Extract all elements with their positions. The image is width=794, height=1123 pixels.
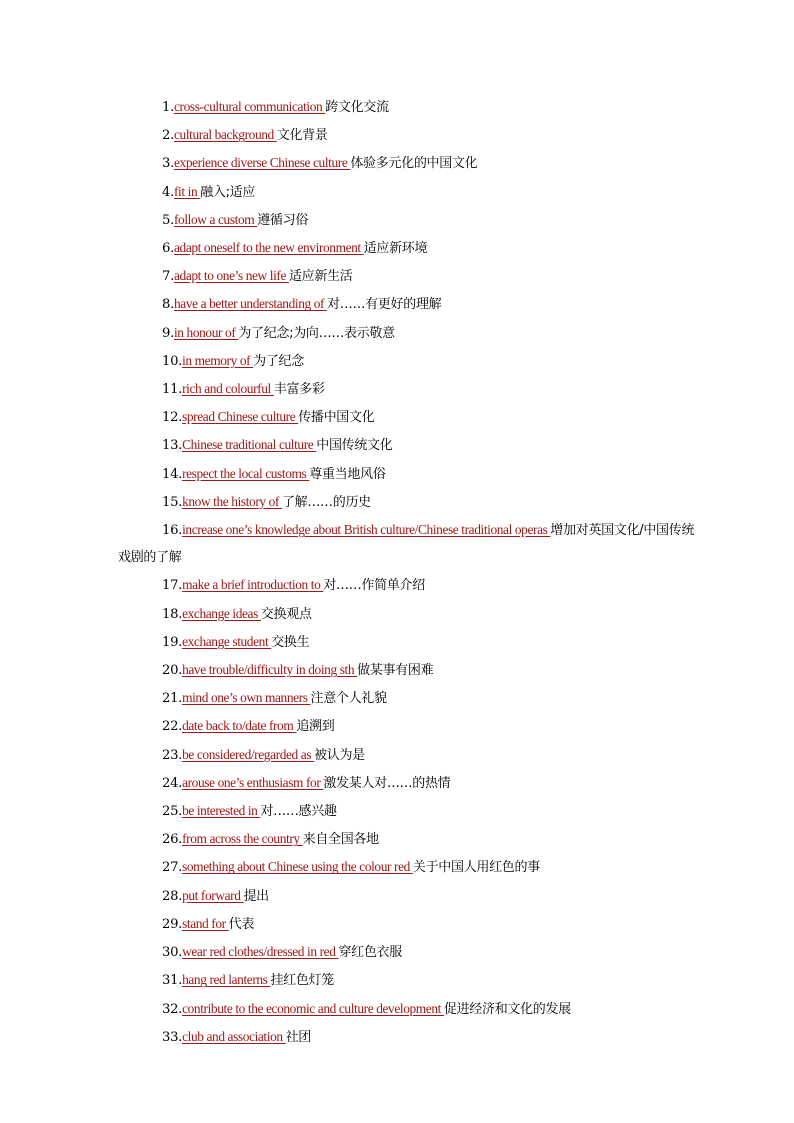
chinese-meaning: 增加对英国文化/中国传统戏剧的了解 <box>118 523 695 566</box>
chinese-meaning: 遵循习俗 <box>257 212 309 228</box>
chinese-meaning: 丰富多彩 <box>273 382 325 398</box>
item-number: 3. <box>162 156 174 172</box>
phrase-list <box>118 93 698 1051</box>
item-number: 6. <box>162 241 174 257</box>
chinese-meaning: 交换观点 <box>260 606 312 622</box>
english-phrase: cross-cultural communication <box>173 99 326 114</box>
list-item <box>118 375 698 403</box>
english-phrase: have trouble/difficulty in doing sth <box>182 662 358 678</box>
list-item <box>118 853 698 881</box>
item-number: 4. <box>162 184 174 200</box>
chinese-meaning: 追溯到 <box>296 719 335 735</box>
english-phrase: stand for <box>182 915 229 931</box>
english-phrase: club and association <box>182 1028 286 1044</box>
list-item <box>118 347 698 375</box>
item-number: 32. <box>162 1001 183 1017</box>
item-number: 28. <box>162 888 183 904</box>
chinese-meaning: 挂红色灯笼 <box>270 973 334 989</box>
chinese-meaning: 中国传统文化 <box>316 438 393 454</box>
chinese-meaning: 尊重当地风俗 <box>309 466 386 482</box>
item-number: 17. <box>162 578 183 594</box>
chinese-meaning: 做某事有困难 <box>357 663 434 679</box>
list-item <box>118 516 698 571</box>
english-phrase: something about Chinese using the colour red <box>182 859 413 875</box>
list-item <box>118 712 698 740</box>
english-phrase: exchange ideas <box>182 605 261 621</box>
english-phrase: cultural background <box>173 127 277 143</box>
english-phrase: experience diverse Chinese culture <box>173 155 351 171</box>
item-number: 33. <box>162 1029 183 1045</box>
list-item <box>118 121 698 149</box>
list-item <box>118 290 698 318</box>
list-item <box>118 431 698 459</box>
chinese-meaning: 适应新环境 <box>363 241 428 257</box>
chinese-meaning: 代表 <box>228 916 255 932</box>
item-number: 16. <box>162 523 183 539</box>
item-number: 7. <box>162 269 174 285</box>
english-phrase: be considered/regarded as <box>182 746 315 762</box>
english-phrase: follow a custom <box>173 211 258 227</box>
chinese-meaning: 被认为是 <box>314 747 365 763</box>
english-phrase: be interested in <box>182 803 261 819</box>
english-phrase: spread Chinese culture <box>182 409 299 425</box>
chinese-meaning: 了解……的历史 <box>281 494 371 510</box>
english-phrase: increase one’s knowledge about British culture/Chinese traditional operas <box>182 522 551 538</box>
english-phrase: hang red lanterns <box>182 972 271 988</box>
list-item <box>118 262 698 290</box>
chinese-meaning: 对……感兴趣 <box>260 804 337 820</box>
list-item <box>118 628 698 656</box>
chinese-meaning: 为了纪念;为向……表示敬意 <box>238 325 395 341</box>
item-number: 26. <box>162 832 183 848</box>
item-number: 20. <box>162 663 183 679</box>
item-number: 1. <box>162 100 174 115</box>
english-phrase: mind one’s own manners <box>182 690 311 706</box>
english-phrase: know the history of <box>182 493 282 509</box>
item-number: 13. <box>162 438 183 454</box>
chinese-meaning: 促进经济和文化的发展 <box>443 1001 571 1017</box>
list-item <box>118 178 698 206</box>
chinese-meaning: 激发某人对……的热情 <box>323 775 451 791</box>
list-item <box>118 910 698 938</box>
english-phrase: Chinese traditional culture <box>182 437 317 453</box>
item-number: 23. <box>162 747 183 763</box>
chinese-meaning: 跨文化交流 <box>325 100 389 115</box>
list-item <box>118 995 698 1023</box>
list-item <box>118 882 698 910</box>
chinese-meaning: 穿红色衣服 <box>338 945 402 961</box>
list-item <box>118 825 698 853</box>
item-number: 24. <box>162 775 183 791</box>
item-number: 15. <box>162 494 183 510</box>
english-phrase: in honour of <box>173 324 239 340</box>
english-phrase: fit in <box>173 183 201 199</box>
chinese-meaning: 传播中国文化 <box>298 410 375 426</box>
chinese-meaning: 适应新生活 <box>288 269 353 285</box>
list-item <box>118 206 698 234</box>
list-item <box>118 319 698 347</box>
list-item <box>118 684 698 712</box>
chinese-meaning: 文化背景 <box>276 128 328 144</box>
chinese-meaning: 体验多元化的中国文化 <box>350 156 478 172</box>
item-number: 29. <box>162 916 183 932</box>
item-number: 31. <box>162 973 183 989</box>
item-number: 18. <box>162 606 183 622</box>
chinese-meaning: 关于中国人用红色的事 <box>412 860 540 876</box>
chinese-meaning: 注意个人礼貌 <box>310 691 387 707</box>
item-number: 12. <box>162 410 183 426</box>
list-item <box>118 234 698 262</box>
chinese-meaning: 提出 <box>243 888 269 904</box>
english-phrase: make a brief introduction to <box>182 577 324 593</box>
item-number: 25. <box>162 804 183 820</box>
english-phrase: put forward <box>182 887 244 903</box>
list-item <box>118 149 698 177</box>
english-phrase: rich and colourful <box>182 381 274 397</box>
item-number: 22. <box>162 719 183 735</box>
list-item <box>118 741 698 769</box>
list-item <box>118 600 698 628</box>
item-number: 2. <box>162 128 174 144</box>
list-item <box>118 656 698 684</box>
item-number: 27. <box>162 860 183 876</box>
english-phrase: adapt oneself to the new environment <box>173 240 364 256</box>
list-item <box>118 938 698 966</box>
chinese-meaning: 对……有更好的理解 <box>327 297 442 313</box>
list-item <box>118 460 698 488</box>
list-item <box>118 769 698 797</box>
list-item <box>118 403 698 431</box>
chinese-meaning: 来自全国各地 <box>302 832 379 848</box>
item-number: 5. <box>162 212 174 228</box>
item-number: 8. <box>162 297 174 313</box>
list-item <box>118 797 698 825</box>
english-phrase: in memory of <box>182 352 254 368</box>
english-phrase: date back to/date from <box>182 718 297 734</box>
item-number: 10. <box>162 353 183 369</box>
item-number: 21. <box>162 691 183 707</box>
list-item <box>118 488 698 516</box>
item-number: 30. <box>162 945 183 961</box>
item-number: 9. <box>162 325 174 341</box>
english-phrase: arouse one’s enthusiasm for <box>182 774 324 790</box>
chinese-meaning: 融入;适应 <box>200 184 256 200</box>
english-phrase: adapt to one’s new life <box>173 268 289 284</box>
chinese-meaning: 对……作简单介绍 <box>323 578 425 594</box>
chinese-meaning: 为了纪念 <box>253 353 304 369</box>
chinese-meaning: 交换生 <box>271 634 310 650</box>
english-phrase: exchange student <box>182 633 272 649</box>
item-number: 11. <box>162 382 183 398</box>
list-item <box>118 966 698 994</box>
english-phrase: from across the country <box>182 831 303 847</box>
english-phrase: wear red clothes/dressed in red <box>182 944 339 960</box>
list-item <box>118 571 698 599</box>
english-phrase: contribute to the economic and culture development <box>182 1000 444 1016</box>
english-phrase: respect the local customs <box>182 465 310 481</box>
english-phrase: have a better understanding of <box>173 296 328 312</box>
list-item <box>118 1023 698 1051</box>
chinese-meaning: 社团 <box>285 1029 312 1045</box>
list-item <box>118 93 698 121</box>
item-number: 14. <box>162 466 183 482</box>
item-number: 19. <box>162 634 183 650</box>
